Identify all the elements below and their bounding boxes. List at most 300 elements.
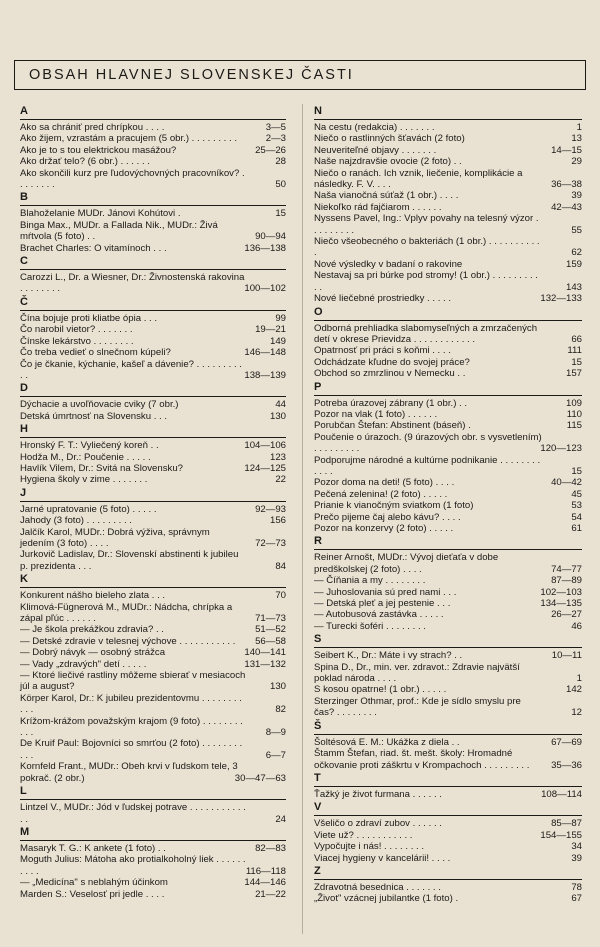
index-section bbox=[20, 295, 286, 381]
entry-title: Masaryk T. G.: K ankete (1 foto) . . bbox=[20, 842, 166, 854]
index-entry bbox=[20, 336, 286, 347]
index-section bbox=[20, 190, 286, 254]
entry-pages: 40—42 bbox=[551, 477, 582, 489]
index-entry bbox=[314, 853, 582, 864]
entry-title: Jarné upratovanie (5 foto) . . . . . bbox=[20, 503, 157, 515]
index-entry bbox=[20, 647, 286, 658]
index-entry bbox=[20, 463, 286, 474]
index-section bbox=[20, 422, 286, 486]
entry-title: Pozor na vlak (1 foto) . . . . . . bbox=[314, 408, 438, 420]
entry-title: — Dobrý návyk — osobný strážca bbox=[20, 647, 166, 659]
entry-title: Lintzel V., MUDr.: Jód v ľudskej potrave . . . . . . . . . . . . . bbox=[20, 802, 246, 825]
section-rule bbox=[314, 786, 582, 787]
index-entry bbox=[314, 882, 582, 893]
section-letter: V bbox=[314, 801, 322, 814]
entry-pages: 67 bbox=[571, 893, 582, 905]
entry-pages: 42—43 bbox=[551, 201, 582, 213]
index-entry bbox=[314, 202, 582, 213]
entry-pages: 56—58 bbox=[255, 635, 286, 647]
entry-pages: 104—106 bbox=[244, 440, 286, 452]
section-rule bbox=[314, 395, 582, 396]
entry-title: Nestavaj sa pri búrke pod stromy! (1 obr.) . . . . . . . . . . . bbox=[314, 270, 538, 293]
entry-pages: 6—7 bbox=[265, 749, 286, 761]
index-entry bbox=[314, 789, 582, 800]
section-rule bbox=[20, 396, 286, 397]
index-entry bbox=[20, 602, 286, 625]
index-section bbox=[20, 254, 286, 295]
index-section bbox=[314, 800, 582, 864]
index-entry bbox=[20, 624, 286, 635]
section-rule bbox=[314, 879, 582, 880]
entry-title: Sterzinger Othmar, prof.: Kde je sídlo smyslu pre čas? . . . . . . . . bbox=[314, 695, 521, 719]
index-entry bbox=[314, 748, 582, 771]
entry-title: Odchádzate kľudne do svojej práce? bbox=[314, 356, 470, 368]
entry-title: Spina D., Dr., min. ver. zdravot.: Zdravie najvätší poklad národa . . . . bbox=[314, 661, 520, 685]
column-divider bbox=[302, 104, 303, 934]
entry-title: Čo narobil vietor? . . . . . . . bbox=[20, 324, 133, 336]
entry-pages: 123 bbox=[269, 451, 286, 463]
index-entry bbox=[20, 474, 286, 485]
index-entry bbox=[20, 359, 286, 382]
index-entry bbox=[314, 122, 582, 133]
entry-pages: 108—114 bbox=[541, 788, 582, 800]
entry-title: Niečo o rastlinných šťavách (2 foto) bbox=[314, 133, 465, 145]
entry-pages: 120—123 bbox=[540, 443, 582, 455]
index-entry bbox=[20, 636, 286, 647]
index-entry bbox=[20, 590, 286, 601]
entry-title: Porubčan Štefan: Abstinent (báseň) . bbox=[314, 420, 471, 432]
entry-title: Klimová-Fügnerová M., MUDr.: Nádcha, chrípka a zápal pľúc . . . . . . bbox=[20, 601, 233, 624]
entry-pages: 157 bbox=[565, 368, 582, 380]
entry-pages: 62 bbox=[571, 247, 582, 259]
index-section bbox=[314, 719, 582, 771]
index-section bbox=[314, 632, 582, 718]
index-entry bbox=[20, 889, 286, 900]
entry-pages: 82—83 bbox=[255, 842, 286, 854]
entry-pages: 124—125 bbox=[244, 462, 286, 474]
entry-pages: 3—5 bbox=[265, 122, 286, 133]
entry-title: Vypočujte i nás! . . . . . . . . bbox=[314, 841, 425, 853]
index-entry bbox=[314, 893, 582, 904]
entry-pages: 132—133 bbox=[540, 293, 582, 305]
entry-pages: 19—21 bbox=[255, 324, 286, 336]
entry-pages: 90—94 bbox=[255, 231, 286, 243]
section-letter: A bbox=[20, 105, 28, 117]
entry-pages: 26—27 bbox=[551, 609, 582, 621]
entry-title: Niekoľko rád fajčiarom . . . . . . bbox=[314, 201, 442, 213]
section-rule bbox=[20, 501, 286, 502]
entry-title: Ako skončili kurz pre ľudovýchovných pracovníkov? . . . . . . . . bbox=[20, 167, 245, 191]
entry-title: Krížom-krážom považským krajom (9 foto) . . . . . . . . . . . bbox=[20, 715, 243, 739]
index-entry bbox=[314, 477, 582, 488]
entry-pages: 13 bbox=[571, 133, 582, 145]
index-entry bbox=[314, 587, 582, 598]
entry-pages: 87—89 bbox=[551, 575, 582, 587]
entry-pages: 72—73 bbox=[255, 537, 286, 549]
entry-pages: 130 bbox=[269, 410, 286, 422]
entry-title: — Autobusová zastávka . . . . . bbox=[314, 609, 444, 621]
index-section bbox=[20, 572, 286, 784]
entry-title: — Detské zdravie v telesnej výchove . . . . . . . . . . . bbox=[20, 635, 236, 647]
entry-title: Niečo všeobecného o bakteriách (1 obr.) . . . . . . . . . . . bbox=[314, 236, 540, 259]
entry-title: — Turecki šoféri . . . . . . . . bbox=[314, 620, 426, 632]
entry-pages: 149 bbox=[269, 335, 286, 347]
index-entry bbox=[314, 345, 582, 356]
index-section bbox=[314, 380, 582, 535]
entry-title: Opatrnosť pri práci s koňmi . . . . bbox=[314, 345, 451, 357]
left-column bbox=[20, 104, 286, 900]
entry-pages: 144—146 bbox=[244, 877, 286, 889]
entry-title: — Juhoslovania sú pred nami . . . bbox=[314, 586, 457, 598]
section-rule bbox=[20, 269, 286, 270]
section-letter: K bbox=[20, 573, 28, 586]
entry-title: Potreba úrazovej zábrany (1 obr.) . . bbox=[314, 397, 468, 409]
index-entry bbox=[314, 190, 582, 201]
index-entry bbox=[314, 455, 582, 478]
entry-pages: 82 bbox=[275, 704, 286, 716]
entry-title: Čo treba vedieť o slnečnom kúpeli? bbox=[20, 347, 171, 359]
index-section bbox=[20, 784, 286, 825]
entry-pages: 39 bbox=[571, 190, 582, 202]
entry-pages: 100—102 bbox=[244, 283, 286, 295]
index-entry bbox=[314, 575, 582, 586]
entry-pages: 25—26 bbox=[255, 144, 286, 156]
section-letter: R bbox=[314, 535, 322, 548]
entry-pages: 8—9 bbox=[265, 727, 286, 739]
entry-title: Odborná prehliadka slabomyseľných a zmrzačených detí v okrese Prievidza . . . . . . . . . . . . bbox=[314, 322, 538, 345]
index-entry bbox=[20, 347, 286, 358]
entry-title: — Vady „zdravých" detí . . . . . bbox=[20, 658, 147, 670]
index-entry bbox=[314, 737, 582, 748]
index-entry bbox=[20, 515, 286, 526]
entry-pages: 44 bbox=[275, 399, 286, 411]
entry-pages: 67—69 bbox=[551, 736, 582, 748]
entry-title: Havlík Vilem, Dr.: Svitá na Slovensku? bbox=[20, 462, 183, 474]
entry-title: Viacej hygieny v kancelárii! . . . . bbox=[314, 852, 451, 864]
entry-pages: 142 bbox=[565, 684, 582, 696]
entry-pages: 140—141 bbox=[244, 647, 286, 659]
section-letter: C bbox=[20, 255, 28, 268]
entry-pages: 115 bbox=[566, 420, 582, 432]
entry-pages: 130 bbox=[269, 681, 286, 693]
entry-title: — „Medicína" s neblahým účinkom bbox=[20, 877, 168, 889]
entry-title: Dýchacie a uvoľňovacie cviky (7 obr.) bbox=[20, 399, 179, 411]
index-entry bbox=[314, 145, 582, 156]
index-section bbox=[20, 486, 286, 572]
entry-title: Jahody (3 foto) . . . . . . . . . bbox=[20, 515, 132, 527]
entry-title: Ťažký je život furmana . . . . . . bbox=[314, 788, 442, 800]
entry-title: Binga Max., MUDr. a Fallada Nik., MUDr.: Živá mŕtvola (5 foto) . . bbox=[20, 219, 218, 243]
section-rule bbox=[314, 549, 582, 550]
entry-pages: 45 bbox=[571, 488, 582, 500]
entry-title: Moguth Julius: Mátoha ako protialkoholný liek . . . . . . . . . . bbox=[20, 854, 246, 877]
entry-pages: 78 bbox=[571, 881, 582, 893]
entry-title: Pozor na konzervy (2 foto) . . . . . bbox=[314, 523, 454, 534]
index-entry bbox=[20, 243, 286, 254]
index-entry bbox=[314, 650, 582, 661]
entry-title: Jurkovič Ladislav, Dr.: Slovenskí abstinenti k jubileu p. prezidenta . . . bbox=[20, 549, 239, 572]
index-entry bbox=[20, 156, 286, 167]
entry-title: Kornfeld Frant., MUDr.: Obeh krvi v ľudskom tele, 3 pokrač. (2 obr.) bbox=[20, 761, 238, 784]
index-entry bbox=[20, 313, 286, 324]
section-rule bbox=[314, 647, 582, 648]
section-letter: Š bbox=[314, 719, 322, 732]
index-entry bbox=[314, 357, 582, 368]
entry-title: S kosou opatrne! (1 obr.) . . . . . bbox=[314, 684, 447, 696]
entry-title: Pečená zelenina! (2 foto) . . . . . bbox=[314, 488, 448, 500]
section-rule bbox=[20, 437, 286, 438]
index-entry bbox=[20, 877, 286, 888]
index-entry bbox=[314, 213, 582, 236]
entry-pages: 50 bbox=[275, 179, 286, 191]
entry-title: Neuveriteľné objavy . . . . . . . bbox=[314, 144, 437, 156]
entry-pages: 102—103 bbox=[540, 586, 582, 598]
entry-title: Konkurent nášho bieleho zlata . . . bbox=[20, 590, 166, 602]
index-entry bbox=[314, 259, 582, 270]
index-entry bbox=[314, 368, 582, 379]
entry-title: Pozor doma na deti! (5 foto) . . . . bbox=[314, 477, 455, 489]
index-entry bbox=[314, 662, 582, 685]
entry-pages: 14—15 bbox=[551, 144, 582, 156]
index-entry bbox=[314, 409, 582, 420]
index-entry bbox=[20, 133, 286, 144]
section-letter: P bbox=[314, 380, 322, 393]
entry-pages: 2—3 bbox=[265, 133, 286, 145]
index-entry bbox=[314, 818, 582, 829]
index-page bbox=[14, 60, 594, 940]
index-entry bbox=[20, 208, 286, 219]
index-entry bbox=[20, 738, 286, 761]
entry-title: Nové výsledky v badaní o rakovine bbox=[314, 258, 463, 270]
entry-title: Nové liečebné prostriedky . . . . . bbox=[314, 293, 452, 305]
entry-pages: 74—77 bbox=[551, 563, 582, 575]
index-entry bbox=[20, 843, 286, 854]
entry-title: Hodža M., Dr.: Poučenie . . . . . bbox=[20, 451, 151, 463]
section-letter: O bbox=[314, 305, 323, 318]
section-rule bbox=[314, 734, 582, 735]
entry-pages: 131—132 bbox=[244, 658, 286, 670]
entry-pages: 55 bbox=[571, 224, 582, 236]
entry-title: Körper Karol, Dr.: K jubileu prezidentovmu . . . . . . . . . . . bbox=[20, 692, 242, 716]
index-entry bbox=[314, 323, 582, 346]
entry-pages: 15 bbox=[275, 208, 286, 220]
section-rule bbox=[314, 320, 582, 321]
entry-title: Podporujme národné a kultúrne podnikanie . . . . . . . . . . . . bbox=[314, 454, 541, 477]
index-entry bbox=[20, 411, 286, 422]
section-rule bbox=[314, 119, 582, 120]
index-entry bbox=[20, 399, 286, 410]
entry-pages: 70 bbox=[275, 590, 286, 602]
index-entry bbox=[20, 440, 286, 451]
entry-pages: 24 bbox=[275, 813, 286, 825]
index-entry bbox=[314, 489, 582, 500]
entry-pages: 146—148 bbox=[244, 347, 286, 359]
entry-title: — Je škola prekážkou zdravia? . . bbox=[20, 624, 164, 636]
entry-pages: 143 bbox=[565, 281, 582, 293]
entry-pages: 21—22 bbox=[255, 888, 286, 900]
entry-title: Brachet Charles: O vitamínoch . . . bbox=[20, 242, 167, 254]
index-entry bbox=[314, 420, 582, 431]
index-entry bbox=[20, 145, 286, 156]
section-letter: L bbox=[20, 785, 27, 798]
section-letter: H bbox=[20, 423, 28, 436]
index-entry bbox=[20, 693, 286, 716]
entry-title: — Ktoré liečivé rastliny môžeme sbierať v mesiacoch júl a august? bbox=[20, 670, 246, 693]
index-entry bbox=[314, 156, 582, 167]
entry-pages: 159 bbox=[565, 258, 582, 270]
section-letter: N bbox=[314, 105, 322, 117]
entry-pages: 109 bbox=[565, 397, 582, 409]
entry-title: Ako je to s tou elektrickou masážou? bbox=[20, 144, 177, 156]
entry-title: Poučenie o úrazoch. (9 úrazových obr. s vysvetlením) . . . . . . . . . bbox=[314, 431, 542, 455]
section-rule bbox=[20, 119, 286, 120]
entry-pages: 116—118 bbox=[245, 865, 286, 877]
entry-title: „Život" vzácnej jubilantke (1 foto) . bbox=[314, 893, 459, 905]
index-entry bbox=[314, 236, 582, 259]
entry-pages: 85—87 bbox=[551, 818, 582, 830]
section-letter: B bbox=[20, 191, 28, 204]
entry-title: Marden S.: Veselosť pri jedle . . . . bbox=[20, 888, 165, 900]
section-rule bbox=[20, 799, 286, 800]
page-title: OBSAH HLAVNEJ SLOVENSKEJ ČASTI bbox=[29, 67, 354, 83]
entry-title: Zdravotná besednica . . . . . . . bbox=[314, 881, 441, 893]
index-entry bbox=[20, 527, 286, 550]
index-entry bbox=[20, 659, 286, 670]
index-section bbox=[20, 104, 286, 190]
index-section bbox=[314, 305, 582, 380]
entry-title: Naše najzdravšie ovocie (2 foto) . . bbox=[314, 156, 462, 168]
index-entry bbox=[314, 841, 582, 852]
entry-title: Prianie k vianočným sviatkom (1 foto) bbox=[314, 500, 474, 512]
index-entry bbox=[20, 324, 286, 335]
index-entry bbox=[314, 552, 582, 575]
section-letter: Č bbox=[20, 295, 28, 308]
entry-title: Ako sa chrániť pred chrípkou . . . . bbox=[20, 122, 165, 133]
entry-pages: 111 bbox=[567, 345, 582, 357]
entry-pages: 35—36 bbox=[551, 759, 582, 771]
entry-pages: 15 bbox=[571, 465, 582, 477]
entry-pages: 51—52 bbox=[255, 624, 286, 636]
index-entry bbox=[20, 716, 286, 739]
entry-title: Detská úmrtnosť na Slovensku . . . bbox=[20, 410, 168, 422]
index-entry bbox=[20, 168, 286, 191]
entry-title: Čo je čkanie, kýchanie, kašeľ a dávenie? . . . . . . . . . . . bbox=[20, 358, 242, 381]
entry-title: — Číňania a my . . . . . . . . bbox=[314, 575, 426, 587]
index-entry bbox=[314, 523, 582, 534]
entry-pages: 30—47—63 bbox=[234, 772, 286, 784]
index-section bbox=[314, 771, 582, 800]
entry-title: Všeličo o zdraví zubov . . . . . . bbox=[314, 818, 442, 830]
entry-pages: 12 bbox=[571, 707, 582, 719]
entry-pages: 53 bbox=[571, 500, 582, 512]
right-column bbox=[314, 104, 582, 905]
index-entry bbox=[20, 220, 286, 243]
entry-pages: 28 bbox=[275, 156, 286, 168]
entry-pages: 36—38 bbox=[551, 179, 582, 191]
entry-pages: 10—11 bbox=[551, 650, 582, 662]
entry-title: Čína bojuje proti kliatbe ópia . . . bbox=[20, 312, 158, 324]
section-rule bbox=[20, 587, 286, 588]
index-entry bbox=[20, 452, 286, 463]
entry-pages: 84 bbox=[275, 560, 286, 572]
entry-pages: 92—93 bbox=[255, 503, 286, 515]
index-entry bbox=[20, 549, 286, 572]
entry-title: Niečo o ranách. Ich vznik, liečenie, komplikácie a následky. F. V. . . . bbox=[314, 167, 523, 191]
index-entry bbox=[314, 398, 582, 409]
entry-title: Blahoželanie MUDr. Jánovi Kohútovi . bbox=[20, 208, 181, 220]
entry-pages: 34 bbox=[571, 841, 582, 853]
entry-title: Hronský F. T.: Vyliečený koreň . . bbox=[20, 440, 159, 452]
index-section bbox=[20, 381, 286, 422]
entry-title: Ako žijem, vzrastám a pracujem (5 obr.) . . . . . . . . . bbox=[20, 133, 237, 145]
entry-pages: 71—73 bbox=[255, 613, 286, 624]
section-rule bbox=[20, 205, 286, 206]
entry-title: Prečo pijeme čaj alebo kávu? . . . . bbox=[314, 511, 461, 523]
entry-pages: 1 bbox=[576, 673, 582, 685]
entry-pages: 54 bbox=[571, 511, 582, 523]
entry-title: — Detská pleť a jej pestenie . . . bbox=[314, 598, 451, 610]
entry-pages: 110 bbox=[566, 408, 582, 420]
section-letter: T bbox=[314, 771, 321, 784]
index-entry bbox=[314, 293, 582, 304]
entry-pages: 66 bbox=[571, 333, 582, 345]
index-entry bbox=[314, 696, 582, 719]
entry-pages: 99 bbox=[275, 312, 286, 324]
index-section bbox=[314, 864, 582, 905]
section-letter: D bbox=[20, 382, 28, 395]
entry-title: Seibert K., Dr.: Máte i vy strach? . . bbox=[314, 650, 463, 662]
entry-pages: 154—155 bbox=[540, 829, 582, 841]
entry-title: Obchod so zmrzlinou v Nemecku . . bbox=[314, 368, 466, 380]
index-entry bbox=[314, 168, 582, 191]
entry-title: Jalčík Karol, MUDr.: Dobrá výživa, správnym jedením (3 foto) . . . . bbox=[20, 526, 210, 549]
entry-pages: 39 bbox=[571, 852, 582, 864]
section-rule bbox=[20, 310, 286, 311]
section-rule bbox=[314, 815, 582, 816]
section-rule bbox=[20, 840, 286, 841]
entry-pages: 61 bbox=[571, 523, 582, 534]
index-section bbox=[314, 534, 582, 632]
entry-title: Naša vianočná súťaž (1 obr.) . . . . bbox=[314, 190, 459, 202]
index-entry bbox=[20, 504, 286, 515]
index-entry bbox=[314, 432, 582, 455]
index-entry bbox=[314, 830, 582, 841]
index-section bbox=[20, 825, 286, 900]
entry-pages: 156 bbox=[269, 515, 286, 527]
index-entry bbox=[314, 512, 582, 523]
entry-pages: 134—135 bbox=[540, 598, 582, 610]
index-entry bbox=[314, 684, 582, 695]
entry-title: De Kruif Paul: Bojovníci so smrťou (2 foto) . . . . . . . . . . . bbox=[20, 738, 243, 761]
index-entry bbox=[20, 670, 286, 693]
index-entry bbox=[20, 761, 286, 784]
section-letter: S bbox=[314, 633, 322, 646]
index-entry bbox=[20, 272, 286, 295]
index-entry bbox=[20, 122, 286, 133]
title-box bbox=[14, 60, 586, 90]
entry-pages: 136—138 bbox=[244, 242, 286, 254]
entry-title: Štamm Štefan, riad. št. mešt. školy: Hromadné očkovanie proti záškrtu v Krompachoch . . . . . . . . . bbox=[314, 748, 530, 771]
index-entry bbox=[20, 802, 286, 825]
section-letter: M bbox=[20, 825, 30, 838]
entry-title: Ako držať telo? (6 obr.) . . . . . . bbox=[20, 156, 150, 168]
entry-title: Nyssens Pavel, Ing.: Vplyv povahy na telesný výzor . . . . . . . . . bbox=[314, 213, 539, 236]
index-section bbox=[314, 104, 582, 305]
entry-pages: 22 bbox=[275, 474, 286, 486]
index-entry bbox=[314, 609, 582, 620]
index-entry bbox=[314, 270, 582, 293]
entry-pages: 138—139 bbox=[244, 369, 286, 381]
